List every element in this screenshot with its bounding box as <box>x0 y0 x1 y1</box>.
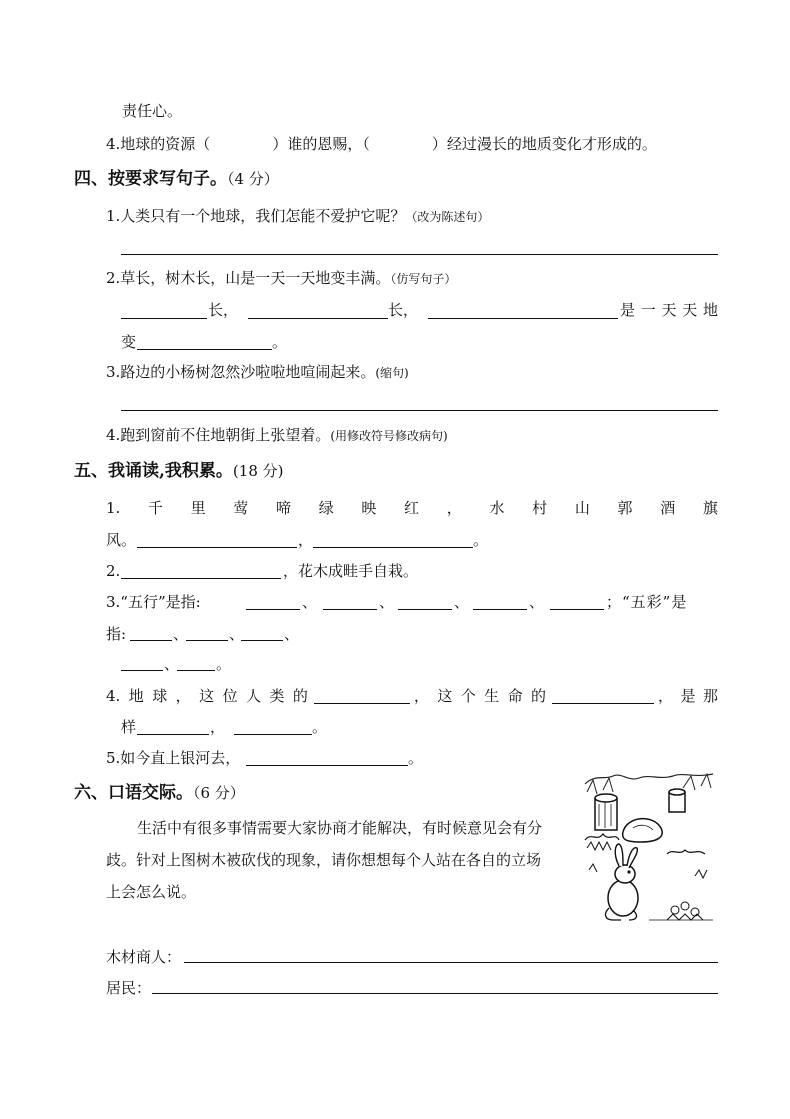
s4-q2-tail-char: 地 <box>702 301 718 319</box>
s5-q1-char: 绿 <box>318 499 334 517</box>
blank-s5-q3-wc1[interactable] <box>130 640 172 641</box>
s5-q1-char: 旗 <box>702 499 718 517</box>
s5-q3-sep: 、 <box>173 625 189 643</box>
s5-q4-yang: 样 <box>121 718 137 736</box>
s5-q1-char: 里 <box>190 499 206 517</box>
section3-q4-a: 4.地球的资源（ <box>106 135 211 153</box>
s5-q3-zhi: 指: <box>106 625 127 643</box>
section4-q1-note: （改为陈述句） <box>405 210 490 224</box>
blank-s5-q1-2[interactable] <box>313 547 473 548</box>
s5-q3-sep: 、 <box>229 625 245 643</box>
s5-q4-char: 个 <box>460 687 476 705</box>
answer-line-merchant[interactable] <box>184 962 718 963</box>
s5-q4-tail <box>658 686 718 706</box>
s5-q3-sep: 、 <box>302 593 318 611</box>
s5-q4-end: 。 <box>312 718 328 736</box>
s5-q4-char: 位 <box>222 687 238 705</box>
s5-q4-char: 命 <box>507 687 523 705</box>
s4-q2-tail-char: 天 <box>682 301 698 319</box>
s5-q4-char: 的 <box>530 687 546 705</box>
s6-para-line3: 上会怎么说。 <box>106 883 197 901</box>
s5-q4-char: ， <box>175 687 191 705</box>
section6-heading <box>74 782 245 804</box>
section4-q1 <box>106 206 489 227</box>
blank-s5-q3-wc4[interactable] <box>121 670 163 671</box>
s5-q3-head: 3.“五行”是指: <box>106 593 201 611</box>
s5-q4-char: 这 <box>437 687 453 705</box>
s5-q4-char: ， <box>658 687 674 705</box>
s5-q4-head <box>106 686 308 706</box>
s5-q3-sep: 、 <box>454 593 470 611</box>
s5-q4-char: 人 <box>246 687 262 705</box>
s5-q1-char: 郭 <box>617 499 633 517</box>
section3-q4 <box>106 134 657 154</box>
s5-q3-sep: 、 <box>164 655 180 673</box>
answer-line-s4-q1[interactable] <box>121 254 718 255</box>
s6-merchant-label: 木材商人： <box>106 948 182 966</box>
section6-title: 六、口语交际。 <box>74 783 193 803</box>
s4-q2-bian: 变 <box>121 333 137 351</box>
answer-line-s4-q3[interactable] <box>121 410 718 411</box>
section4-q2-note: （仿写句子） <box>390 272 457 286</box>
s5-q3-mid: ；“五彩”是 <box>606 593 688 611</box>
blank-s4-q2-3[interactable] <box>428 318 618 319</box>
s5-q1-char: 红 <box>404 499 420 517</box>
s6-para-line1: 生活中有很多事情需要大家协商才能解决，有时候意见会有分 <box>137 819 543 837</box>
section4-q3 <box>106 362 409 383</box>
blank-s5-q3-wx4[interactable] <box>473 609 527 610</box>
blank-s5-q4-4[interactable] <box>234 734 312 735</box>
s5-q1-char: 村 <box>532 499 548 517</box>
blank-s5-q1-1[interactable] <box>137 547 297 548</box>
blank-s5-q4-3[interactable] <box>137 734 209 735</box>
blank-s4-q2-2[interactable] <box>248 318 388 319</box>
s5-q4-char: 4. <box>106 687 121 705</box>
s4-q2-tail <box>620 300 718 320</box>
section5-score: (18 分) <box>232 462 284 480</box>
s5-q4-char: 生 <box>484 687 500 705</box>
section3-line0: 责任心。 <box>122 102 183 120</box>
blank-s4-q2-1[interactable] <box>121 318 207 319</box>
s5-q1-char: 映 <box>361 499 377 517</box>
s5-q4-char: ， <box>414 687 430 705</box>
s5-q4-char: 那 <box>702 687 718 705</box>
blank-s5-q3-wc5[interactable] <box>177 670 215 671</box>
s5-q1-char: ， <box>446 499 462 517</box>
blank-s5-q4-1[interactable] <box>314 703 410 704</box>
section6-score: （6 分） <box>193 784 245 802</box>
section4-q2 <box>106 268 456 289</box>
s5-q1-end: 。 <box>473 531 489 549</box>
s5-q2-tail: ，花木成畦手自栽。 <box>283 562 419 580</box>
section3-q4-b: ）谁的恩赐，（ <box>272 135 370 153</box>
s5-q4-char: 地 <box>128 687 144 705</box>
s5-q1-comma: ， <box>298 531 314 549</box>
blank-s5-q3-wx1[interactable] <box>246 609 300 610</box>
s5-q4-char: 是 <box>680 687 696 705</box>
s5-q1-feng: 风。 <box>106 531 137 549</box>
s5-q4-char: 这 <box>199 687 215 705</box>
section4-q3-note: (缩句) <box>375 366 409 380</box>
s5-q1-char: 莺 <box>233 499 249 517</box>
s5-q2-num: 2. <box>106 562 121 580</box>
s6-para-line2: 歧。针对上图树木被砍伐的现象，请你想想每个人站在各自的立场 <box>106 851 542 869</box>
s5-q4-char: 的 <box>292 687 308 705</box>
s5-q5-end: 。 <box>408 749 424 767</box>
blank-s5-q3-wc3[interactable] <box>241 640 283 641</box>
section4-score: （4 分） <box>227 170 279 188</box>
blank-s5-q2[interactable] <box>121 578 281 579</box>
s5-q1-char: 千 <box>147 499 163 517</box>
blank-s5-q3-wc2[interactable] <box>186 640 228 641</box>
s5-q4-comma: ， <box>210 718 226 736</box>
section5-title: 五、我诵读,我积累。 <box>74 461 233 481</box>
s5-q5: 5.如今直上银河去， <box>106 749 241 767</box>
s4-q2-tail-char: 一 <box>640 301 656 319</box>
blank-s5-q3-wx2[interactable] <box>323 609 377 610</box>
section4-q4-text: 4.跑到窗前不住地朝街上张望着。 <box>106 426 331 444</box>
s4-q2-end: 。 <box>272 333 288 351</box>
s5-q1-char: 啼 <box>276 499 292 517</box>
tree-stump-bunny-illustration <box>583 770 715 924</box>
blank-s5-q3-wx5[interactable] <box>550 609 604 610</box>
s5-q1-char: 山 <box>574 499 590 517</box>
s5-q1-char: 酒 <box>660 499 676 517</box>
s5-q3-end: 。 <box>216 655 232 673</box>
section3-q4-c: ）经过漫长的地质变化才形成的。 <box>431 135 657 153</box>
blank-s4-q2-4[interactable] <box>137 349 272 350</box>
s5-q4-char: 类 <box>269 687 285 705</box>
section5-heading <box>74 460 283 482</box>
s5-q3-sep: 、 <box>379 593 395 611</box>
s5-q3-sep: 、 <box>529 593 545 611</box>
blank-s5-q5[interactable] <box>246 765 408 766</box>
s5-q3-sep: 、 <box>284 625 300 643</box>
answer-line-resident[interactable] <box>152 993 718 994</box>
s6-resident-label: 居民： <box>106 979 152 997</box>
section4-title: 四、按要求写句子。 <box>74 169 227 189</box>
s5-q4-char: 球 <box>152 687 168 705</box>
s5-q1-line1 <box>106 498 718 518</box>
s4-q2-tail-char: 是 <box>620 301 636 319</box>
blank-s5-q4-2[interactable] <box>552 703 654 704</box>
s5-q1-char: 1. <box>106 499 121 517</box>
section4-q4 <box>106 425 448 446</box>
s5-q1-char: 水 <box>489 499 505 517</box>
s4-q2-tail-char: 天 <box>661 301 677 319</box>
s4-q2-chang2: 长， <box>388 301 419 319</box>
section4-q1-text: 1.人类只有一个地球，我们怎能不爱护它呢？ <box>106 207 406 225</box>
section4-q3-text: 3.路边的小杨树忽然沙啦啦地喧闹起来。 <box>106 363 376 381</box>
section4-q2-text: 2.草长，树木长，山是一天一天地变丰满。 <box>106 269 391 287</box>
s4-q2-chang1: 长， <box>208 301 239 319</box>
s5-q4-mid <box>414 686 546 706</box>
section4-q4-note: (用修改符号修改病句) <box>330 429 448 443</box>
blank-s5-q3-wx3[interactable] <box>398 609 452 610</box>
section4-heading <box>74 168 279 190</box>
